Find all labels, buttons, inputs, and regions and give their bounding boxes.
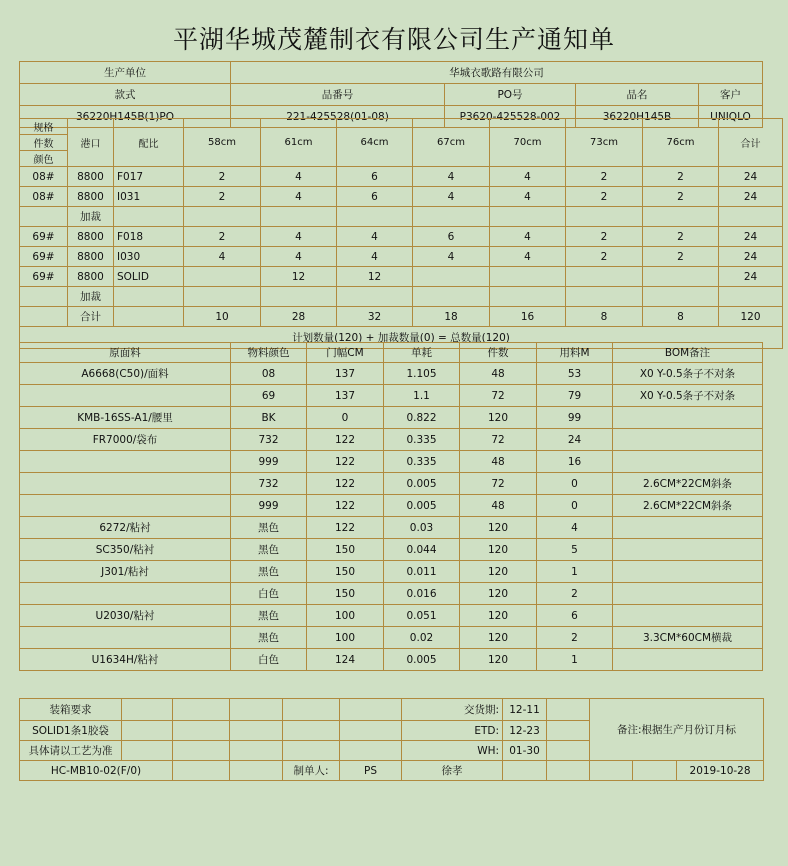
size-row [20,187,783,207]
row-color: 69# [20,247,68,267]
material-row [20,495,763,517]
material-cell: 48 [460,495,537,517]
material-cell: 黑色 [231,561,307,583]
material-cell: 732 [231,429,307,451]
row-ratio [114,207,184,227]
material-cell: 100 [307,605,384,627]
material-cell: 72 [460,385,537,407]
size-header: 58cm [184,119,261,167]
header-col-value: UNIQLO [699,106,763,128]
row-qty: 2 [643,167,719,187]
row-qty: 4 [261,167,337,187]
footer-note: 备注:根据生产月份订月标 [590,699,764,761]
row-qty: 12 [261,267,337,287]
wh-label: WH: [402,741,503,761]
row-qty [643,267,719,287]
materials-header: BOM备注 [613,343,763,363]
row-qty [643,207,719,227]
maker-label: 制单人: [283,761,340,781]
material-cell: 99 [537,407,613,429]
material-cell: 150 [307,539,384,561]
row-qty: 4 [413,187,490,207]
material-cell: 120 [460,539,537,561]
material-cell: 0.335 [384,451,460,473]
material-cell: 100 [307,627,384,649]
material-cell: 120 [460,561,537,583]
header-col-value: P3620-425528-002 [445,106,576,128]
row-qty [413,287,490,307]
material-row [20,561,763,583]
row-qty: 2 [184,187,261,207]
row-qty: 4 [490,227,566,247]
material-row [20,385,763,407]
row-qty [490,207,566,227]
delivery-value: 12-11 [503,699,547,721]
form-code: HC-MB10-02(F/0) [20,761,173,781]
material-cell: 0.044 [384,539,460,561]
material-cell [20,473,231,495]
material-cell: 0.016 [384,583,460,605]
pack-line-2: 具体请以工艺为准 [20,741,122,761]
material-cell [613,561,763,583]
size-header: 67cm [413,119,490,167]
row-port: 8800 [68,267,114,287]
material-cell: 1 [537,649,613,671]
material-cell: 0.02 [384,627,460,649]
row-qty: 4 [413,167,490,187]
materials-header: 门幅CM [307,343,384,363]
row-qty [261,287,337,307]
row-color [20,307,68,327]
material-cell [613,583,763,605]
row-qty: 2 [184,227,261,247]
row-qty: 8 [643,307,719,327]
material-cell: 53 [537,363,613,385]
row-qty [566,207,643,227]
material-cell: FR7000/袋布 [20,429,231,451]
material-cell: 48 [460,363,537,385]
size-row [20,227,783,247]
row-port: 8800 [68,167,114,187]
row-qty: 2 [184,167,261,187]
row-ratio: F017 [114,167,184,187]
material-cell: 黑色 [231,539,307,561]
material-row [20,451,763,473]
corner-qty: 件数 [20,135,68,151]
ratio-header: 配比 [114,119,184,167]
header-col-value: 221-425528(01-08) [231,106,445,128]
material-cell: 0.005 [384,473,460,495]
material-cell: 120 [460,407,537,429]
material-cell: BK [231,407,307,429]
row-qty: 2 [643,247,719,267]
row-qty: 4 [261,187,337,207]
size-row [20,267,783,287]
material-row [20,429,763,451]
row-qty: 6 [413,227,490,247]
material-cell: 0.03 [384,517,460,539]
row-qty: 6 [337,167,413,187]
material-cell: 999 [231,451,307,473]
materials-header: 单耗 [384,343,460,363]
row-qty: 28 [261,307,337,327]
material-cell [20,583,231,605]
material-cell [20,451,231,473]
material-cell: 122 [307,495,384,517]
material-cell: J301/粘衬 [20,561,231,583]
size-header: 70cm [490,119,566,167]
material-cell: 24 [537,429,613,451]
row-total: 120 [719,307,783,327]
material-cell: 0.005 [384,649,460,671]
row-total [719,287,783,307]
row-color [20,287,68,307]
row-qty: 4 [337,227,413,247]
row-qty [261,207,337,227]
row-qty [184,267,261,287]
material-cell: 2 [537,627,613,649]
material-cell: 5 [537,539,613,561]
material-row [20,473,763,495]
row-ratio: SOLID [114,267,184,287]
row-color: 69# [20,227,68,247]
material-cell: 137 [307,363,384,385]
maker-value: PS [340,761,402,781]
row-port: 加裁 [68,287,114,307]
material-cell: A6668(C50)/面料 [20,363,231,385]
qty-summary: 计划数量(120) + 加裁数量(0) = 总数量(120) [20,327,783,349]
size-header-row [20,119,783,135]
row-total: 24 [719,167,783,187]
row-qty: 10 [184,307,261,327]
port-header: 港口 [68,119,114,167]
row-color: 08# [20,167,68,187]
materials-table [19,342,763,671]
row-qty: 4 [413,247,490,267]
material-cell: 120 [460,605,537,627]
material-cell [613,451,763,473]
row-ratio: I031 [114,187,184,207]
row-port: 8800 [68,227,114,247]
corner-color: 颜色 [20,151,68,167]
material-cell: 0.011 [384,561,460,583]
material-cell: 69 [231,385,307,407]
size-row [20,307,783,327]
size-row [20,207,783,227]
material-cell: 0.051 [384,605,460,627]
materials-header: 物料颜色 [231,343,307,363]
row-qty: 2 [643,187,719,207]
row-qty: 4 [261,227,337,247]
pack-label: 装箱要求 [20,699,122,721]
material-row [20,649,763,671]
row-ratio [114,287,184,307]
row-qty [413,207,490,227]
row-port: 8800 [68,247,114,267]
header-col-label: 品番号 [231,84,445,106]
header-col-label: 款式 [20,84,231,106]
material-cell: U1634H/粘衬 [20,649,231,671]
material-cell: 黑色 [231,627,307,649]
material-cell: 0.822 [384,407,460,429]
size-row [20,287,783,307]
row-ratio [114,307,184,327]
material-cell: 0 [537,495,613,517]
material-cell: 150 [307,561,384,583]
row-qty: 2 [566,227,643,247]
row-qty: 4 [184,247,261,267]
material-cell: 124 [307,649,384,671]
row-qty [490,267,566,287]
size-row [20,167,783,187]
page-title: 平湖华城茂麓制衣有限公司生产通知单 [172,25,615,54]
row-qty: 2 [566,167,643,187]
material-cell: 120 [460,649,537,671]
size-header: 73cm [566,119,643,167]
material-cell: 1 [537,561,613,583]
pack-line-1: SOLID1条1胶袋 [20,721,122,741]
material-cell: 3.3CM*60CM横裁 [613,627,763,649]
unit-label: 生产单位 [20,62,231,84]
row-port: 加裁 [68,207,114,227]
material-cell: 0.005 [384,495,460,517]
size-table [19,118,783,349]
header-col-label: PO号 [445,84,576,106]
material-cell: 08 [231,363,307,385]
row-color: 08# [20,187,68,207]
row-port: 8800 [68,187,114,207]
row-qty: 32 [337,307,413,327]
row-total: 24 [719,267,783,287]
row-qty: 12 [337,267,413,287]
header-col-label: 品名 [576,84,699,106]
material-row [20,517,763,539]
row-color [20,207,68,227]
material-cell: 79 [537,385,613,407]
material-row [20,583,763,605]
size-header: 76cm [643,119,719,167]
material-row [20,407,763,429]
material-cell: 1.105 [384,363,460,385]
material-cell: 72 [460,429,537,451]
row-qty [184,287,261,307]
material-cell [613,407,763,429]
material-cell: 6272/粘衬 [20,517,231,539]
material-cell [613,605,763,627]
row-qty: 4 [261,247,337,267]
material-cell: X0 Y-0.5条子不对条 [613,363,763,385]
size-header: 64cm [337,119,413,167]
row-port: 合计 [68,307,114,327]
material-cell [20,385,231,407]
row-qty [184,207,261,227]
material-cell: KMB-16SS-A1/腰里 [20,407,231,429]
row-qty [413,267,490,287]
row-qty: 18 [413,307,490,327]
maker-name: 徐孝 [402,761,503,781]
material-cell: 0 [537,473,613,495]
material-cell [20,495,231,517]
row-ratio: F018 [114,227,184,247]
material-cell: 16 [537,451,613,473]
material-cell [613,517,763,539]
material-cell: 黑色 [231,605,307,627]
row-qty: 4 [490,247,566,267]
material-cell: 4 [537,517,613,539]
material-cell [613,539,763,561]
corner-spec: 规格 [20,119,68,135]
material-cell [613,429,763,451]
unit-value: 华城衣歌路有限公司 [231,62,763,84]
material-row [20,363,763,385]
row-qty [643,287,719,307]
size-header: 61cm [261,119,337,167]
row-color: 69# [20,267,68,287]
material-cell: 122 [307,473,384,495]
material-cell: 2.6CM*22CM斜条 [613,473,763,495]
row-qty: 4 [490,187,566,207]
material-cell: 120 [460,517,537,539]
material-cell: 0.335 [384,429,460,451]
material-cell: 72 [460,473,537,495]
row-qty: 4 [337,247,413,267]
material-cell: 120 [460,627,537,649]
material-cell: 48 [460,451,537,473]
material-cell: 2.6CM*22CM斜条 [613,495,763,517]
etd-label: ETD: [402,721,503,741]
row-qty: 8 [566,307,643,327]
material-cell: 2 [537,583,613,605]
material-cell: 732 [231,473,307,495]
delivery-label: 交货期: [402,699,503,721]
material-cell: 1.1 [384,385,460,407]
material-row [20,539,763,561]
material-cell: 150 [307,583,384,605]
material-cell: 黑色 [231,517,307,539]
row-qty [337,287,413,307]
wh-value: 01-30 [503,741,547,761]
material-cell: 0 [307,407,384,429]
material-row [20,605,763,627]
row-qty [566,287,643,307]
row-qty: 6 [337,187,413,207]
row-total: 24 [719,227,783,247]
row-qty [490,287,566,307]
material-cell [613,649,763,671]
material-cell: 999 [231,495,307,517]
row-qty [566,267,643,287]
row-total: 24 [719,247,783,267]
row-qty: 4 [490,167,566,187]
material-cell: 122 [307,451,384,473]
header-col-value: 36220H145B(1)PO [20,106,231,128]
row-qty: 16 [490,307,566,327]
materials-header: 件数 [460,343,537,363]
total-header: 合计 [719,119,783,167]
material-cell: 120 [460,583,537,605]
material-cell [20,627,231,649]
material-cell: 白色 [231,649,307,671]
material-cell: 白色 [231,583,307,605]
row-qty: 2 [566,247,643,267]
row-qty: 2 [643,227,719,247]
material-cell: 122 [307,429,384,451]
material-cell: U2030/粘衬 [20,605,231,627]
row-total [719,207,783,227]
material-row [20,627,763,649]
row-ratio: I030 [114,247,184,267]
material-cell: 122 [307,517,384,539]
form-date: 2019-10-28 [677,761,764,781]
material-cell: X0 Y-0.5条子不对条 [613,385,763,407]
row-total: 24 [719,187,783,207]
row-qty [337,207,413,227]
footer-table [19,698,764,781]
material-cell: SC350/粘衬 [20,539,231,561]
material-cell: 6 [537,605,613,627]
material-cell: 137 [307,385,384,407]
etd-value: 12-23 [503,721,547,741]
size-row [20,247,783,267]
header-col-value: 36220H145B [576,106,699,128]
materials-header: 用料M [537,343,613,363]
materials-header: 原面料 [20,343,231,363]
header-col-label: 客户 [699,84,763,106]
row-qty: 2 [566,187,643,207]
